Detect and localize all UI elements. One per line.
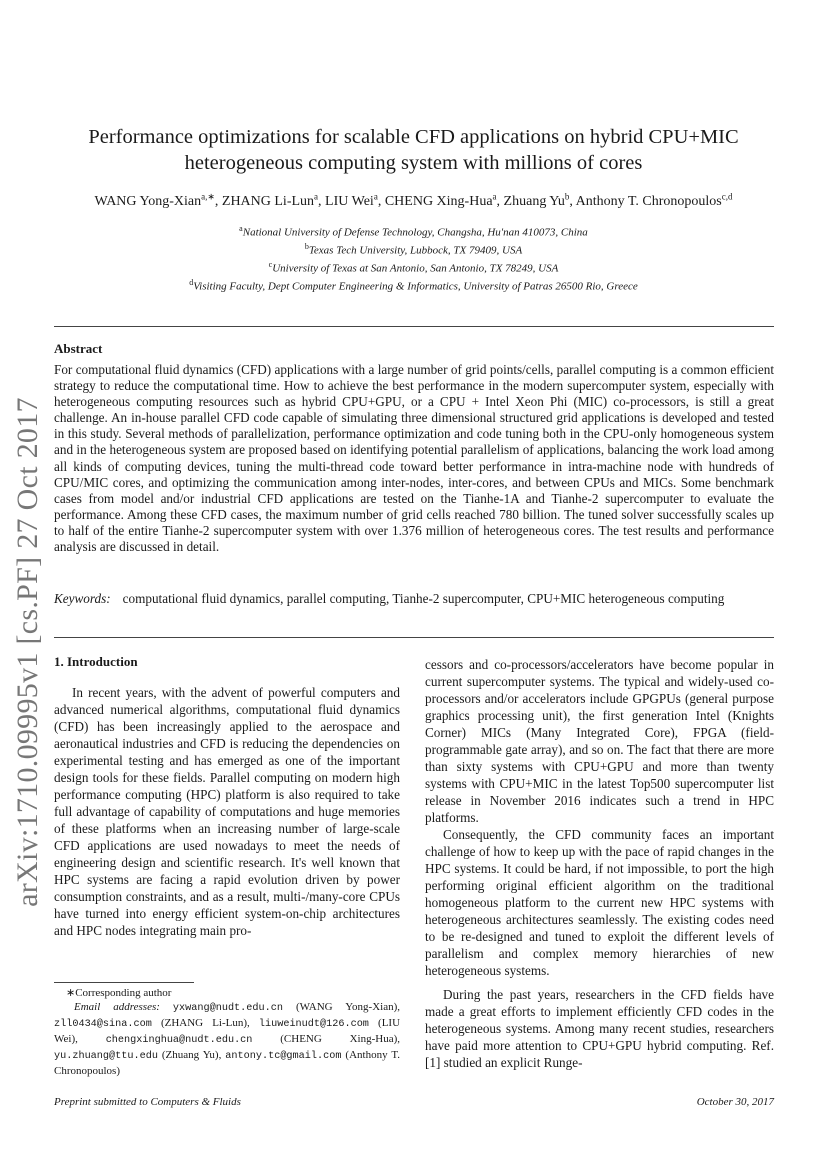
author: Anthony T. Chronopoulos$^{c,d}$ xyxy=(575,191,733,209)
author: ZHANG Li-Lun$^a$ xyxy=(221,191,319,209)
footnote xyxy=(54,986,400,1078)
affiliation: $^c$University of Texas at San Antonio, San Antonio, TX 78249, USA xyxy=(268,259,559,275)
keywords-text: computational fluid dynamics, parallel computing, Tianhe-2 supercomputer, CPU+MIC heterogeneous computing xyxy=(122,591,725,606)
section-heading: 1. Introduction xyxy=(54,654,138,669)
author-list: WANG Yong-Xian$^{a,∗}$, ZHANG Li-Lun$^a$, LIU Wei$^a$, CHENG Xing-Hua$^a$, Zhuang Yu$^b$, Anthony T. Chronopoulos$^{c,d}$ xyxy=(94,191,733,209)
email-link[interactable]: zll0434@sina.com xyxy=(54,1019,152,1030)
affiliation: $^d$Visiting Faculty, Dept Computer Engineering & Informatics, University of Patras 26500 Rio, Greece xyxy=(189,277,638,293)
paragraph: In recent years, with the advent of powerful computers and advanced numerical algorithms, computational fluid dynamics (CFD) has been increasingly applied to the aerospace and aeronautical industries and CFD is reducing the dependencies on experimental testing and has emerged as one of the important design tools for these fields. Parallel computing on modern high performance computing (HPC) platform is also required to take full advantage of capability of computations and huge memories of these platforms when an increasing number of large-scale CFD applications are used nowadays to meet the needs of engineering design and scientific research. It's well known that HPC systems are facing a rapid evolution driven by power consumption constraints, and as a result, multi-/many-core CPUs have turned into energy efficient system-on-chip architectures and HPC nodes integrating main pro- xyxy=(54,685,400,938)
author: LIU Wei$^a$ xyxy=(325,191,378,209)
abstract-heading: Abstract xyxy=(54,341,103,356)
author: CHENG Xing-Hua$^a$ xyxy=(384,191,497,209)
abstract-top-rule xyxy=(54,326,774,327)
abstract-body: For computational fluid dynamics (CFD) applications with a large number of grid points/cells, parallel computing is a common efficient strategy to reduce the computational time. How to achieve the best performance in the modern supercomputer system, especially with heterogeneous computing resources such as hybrid CPU+GPU, or a CPU + Intel Xeon Phi (MIC) co-processors, is still a great challenge. An in-house parallel CFD code capable of simulating three dimensional structured grid applications is developed and tested in this study. Several methods of parallelization, performance optimization and code tuning both in the CPU-only homogeneous system and in the heterogeneous system are proposed based on identifying potential parallelism of applications, balancing the work load among all kinds of computing devices, tuning the multi-thread code toward better performance in intra-machine node with hundreds of CPU/MIC cores, and optimizing the communication among inter-nodes, inter-cores, and between CPUs and MICs. Some benchmark cases from model and/or industrial CFD applications are tested on the Tianhe-1A and Tianhe-2 supercomputer to evaluate the performance. Among these CFD cases, the maximum number of grid cells reached 780 billion. The tuned solver successfully scales up to half of the entire Tianhe-2 supercomputer system with over 1.376 million of heterogeneous cores. The test results and performance analysis are discussed in detail. xyxy=(54,362,774,555)
corresponding-author-note: ∗Corresponding author xyxy=(66,987,172,999)
author: WANG Yong-Xian$^{a,∗}$ xyxy=(94,191,215,209)
affiliation: $^b$Texas Tech University, Lubbock, TX 79409, USA xyxy=(304,241,523,257)
preprint-note: Preprint submitted to Computers & Fluids xyxy=(54,1096,241,1108)
paragraph: Consequently, the CFD community faces an important challenge of how to keep up with the pace of rapid changes in the HPC systems. It could be hard, if not impossible, to port the high performing original efficient algorithm on the traditional homogeneous platform to the current new HPC systems with heterogeneous architectures seamlessly. The existing codes need to be re-designed and tuned to exploit the different levels of parallelism and complex memory hierarchies of new heterogeneous systems. xyxy=(425,827,774,978)
affiliation: $^a$National University of Defense Technology, Changsha, Hu'nan 410073, China xyxy=(239,224,588,239)
affiliation-list xyxy=(40,222,787,293)
author: Zhuang Yu$^b$ xyxy=(503,191,570,209)
body-column-right xyxy=(425,656,774,1071)
paragraph: During the past years, researchers in the CFD fields have made a great efforts to implement efficiently CFD codes in the heterogeneous systems. Among many recent studies, researchers have paid more attention to CPU+GPU hybrid computing. Ref. [1] studied an explicit Runge- xyxy=(425,987,774,1070)
email-list: Email addresses: yxwang@nudt.edu.cn (WANG Yong-Xian), zll0434@sina.com (ZHANG Li-Lun), liuweinudt@126.com (LIU Wei), chengxinghua@nudt.edu.cn (CHENG Xing-Hua), yu.zhuang@ttu.edu (Zhuang Yu), antony.tc@gmail.com (Anthony T. Chronopoulos) xyxy=(54,1001,401,1077)
paragraph: cessors and co-processors/accelerators have become popular in current supercomputer systems. The typical and widely-used co-processors and/or accelerators include GPGPUs (general purpose graphics processing unit), the first generation Intel (Knights Corner) MICs (Many Integrated Core), FPGA (field-programmable gate array), and so on. The fact that there are more than sixty systems with CPU+GPU and more than twenty systems with CPU+MIC in the latest Top500 supercomputer list release in November 2016 indicates such a trend in HPC platforms. xyxy=(425,657,774,825)
paper-title: Performance optimizations for scalable CFD applications on hybrid CPU+MIC heterogeneous computing system with millions of cores xyxy=(88,126,739,174)
keywords xyxy=(54,591,774,607)
footnote-rule xyxy=(54,982,194,983)
keywords-label: Keywords: xyxy=(54,591,111,606)
body-column-left xyxy=(54,684,400,939)
email-link[interactable]: chengxinghua@nudt.edu.cn xyxy=(105,1035,253,1046)
email-link[interactable]: yu.zhuang@ttu.edu xyxy=(54,1051,158,1062)
email-link[interactable]: liuweinudt@126.com xyxy=(258,1019,369,1030)
preprint-date: October 30, 2017 xyxy=(696,1096,774,1108)
email-link[interactable]: yxwang@nudt.edu.cn xyxy=(172,1003,283,1014)
email-label: Email addresses: xyxy=(74,1001,160,1013)
email-link[interactable]: antony.tc@gmail.com xyxy=(225,1051,342,1062)
abstract-bottom-rule xyxy=(54,637,774,638)
arxiv-side-stamp: arXiv:1710.09995v1 [cs.PF] 27 Oct 2017 xyxy=(11,397,44,907)
